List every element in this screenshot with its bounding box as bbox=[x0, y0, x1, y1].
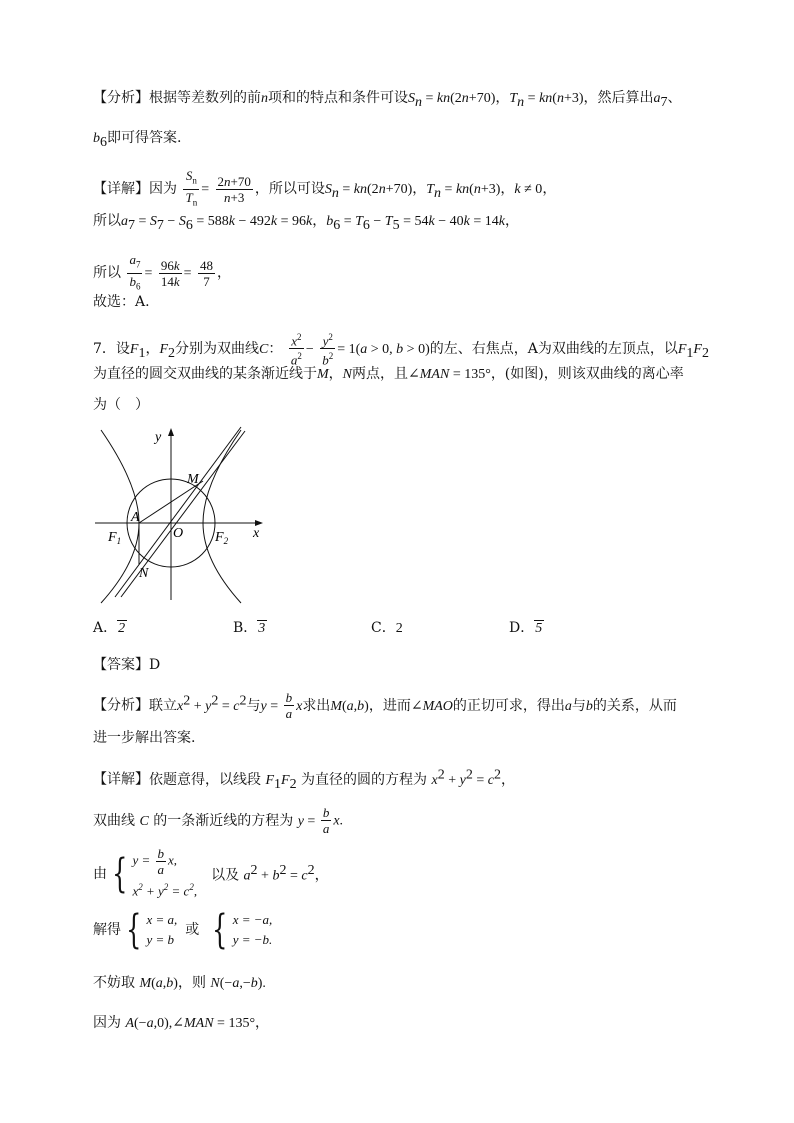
system-equations: y = $\frac{b}{a}$ x, $x^2 + y^2 = c^2$, bbox=[132, 846, 198, 899]
prev-choose: 故选：A. bbox=[93, 294, 150, 310]
option-d[interactable]: D．5 bbox=[509, 620, 543, 636]
solution-wlog-line: 不妨取 M(a,b)，则 N(−a,−b). bbox=[93, 975, 266, 991]
label-f2: $F_2$ bbox=[215, 530, 229, 546]
solution-analysis-line1: 【分析】联立$x^2 + y^2 = c^2$与y = $\frac{b}{a}$ x求出M(a,b)，进而∠MAO的正切可求，得出a与b的关系，从而 bbox=[93, 690, 677, 721]
answer-value: D bbox=[149, 657, 161, 673]
solution-analysis-line2: 进一步解出答案. bbox=[93, 730, 196, 746]
solution-detail-line2: 双曲线 C 的一条渐近线的方程为 y = $\frac{b}{a}$ x. bbox=[93, 805, 344, 836]
hyperbola-right-branch bbox=[203, 430, 241, 603]
fraction-a7-b6: $\frac{a_7}{b_6}$ bbox=[129, 252, 141, 292]
option-b[interactable]: B．3 bbox=[233, 620, 266, 636]
hyperbola-figure bbox=[93, 425, 273, 609]
prev-analysis-line2: $b_6$即可得答案. bbox=[93, 130, 182, 150]
prev-ratio-line: 所以 $\frac{a_7}{b_6}$ = $\frac{96k}{14k}$ = $\frac{48}{7}$ ， bbox=[93, 252, 231, 294]
label-y: y bbox=[155, 430, 162, 445]
by-prefix: 由 bbox=[93, 865, 107, 882]
option-d-sqrt: 5 bbox=[535, 621, 543, 636]
option-a-sqrt: 2 bbox=[118, 621, 126, 636]
question-line1: 7．设$F_1$，$F_2$分别为双曲线C： $\frac{x^2}{a^2}$ − $\frac{y^2}{b^2}$ = 1(a > 0, b > 0)的左、右焦点，A为双曲线的左顶点，以$F_1F_2$ bbox=[93, 332, 709, 368]
label-a: A bbox=[131, 510, 140, 525]
fraction-48-7: $\frac{48}{7}$ bbox=[199, 257, 213, 289]
solve-prefix: 解得 bbox=[93, 922, 121, 938]
answer-line bbox=[93, 655, 160, 675]
solution-solve-line: 解得 { x = a, y = b 或 { x = −a, y = −b. bbox=[93, 907, 273, 953]
solution-detail-line1: 【详解】依题意得，以线段 $F_1F_2$ 为直径的圆的方程为 $x^2 + y^2 = c^2$， bbox=[93, 767, 515, 792]
label-x: x bbox=[253, 526, 260, 541]
prev-so-a7-line: 所以$a_7 = S_7 - S_6 = 588k - 492k = 96k$，$b_6 = T_6 - T_5 = 54k - 40k = 14k$， bbox=[93, 213, 519, 233]
solution-because-line: 因为 A(−a,0),∠MAN = 135°， bbox=[93, 1015, 270, 1031]
fraction-y2-b2: $\frac{y^2}{b^2}$ bbox=[322, 332, 334, 368]
detail-label: 【详解】 bbox=[93, 181, 149, 198]
fraction-x2-a2: $\frac{x^2}{a^2}$ bbox=[290, 332, 302, 368]
hyperbola-diagram bbox=[93, 425, 273, 605]
solution-system-line: 由 { y = $\frac{b}{a}$ x, $x^2 + y^2 = c^2$, 以及 $a^2 + b^2 = c^2$， bbox=[93, 846, 329, 901]
or-word: 或 bbox=[185, 922, 200, 938]
label-n: N bbox=[139, 566, 149, 581]
answer-label: 【答案】 bbox=[93, 657, 149, 673]
fraction-sn-tn: $\frac{S_n}{T_n}$ bbox=[185, 168, 198, 208]
option-b-sqrt: 3 bbox=[258, 621, 266, 636]
solution-set-1: x = a, y = b bbox=[146, 912, 178, 947]
question-line2: 为直径的圆交双曲线的某条渐近线于M，N两点，且∠MAN = 135°，(如图)，则该双曲线的离心率 bbox=[93, 366, 684, 382]
option-c[interactable]: C．2 bbox=[371, 620, 403, 636]
label-o: O bbox=[173, 526, 184, 541]
fraction-b-a: $\frac{b}{a}$ bbox=[285, 690, 293, 721]
prev-detail-line: 【详解】因为 $\frac{S_n}{T_n}$ = $\frac{2n+70}{n+3}$ ，所以可设$S_n = kn(2n+70)$，$T_n = kn(n+3)$，k ≠ 0， bbox=[93, 168, 556, 210]
y-axis-arrow bbox=[168, 428, 174, 436]
ratio-prefix: 所以 bbox=[93, 265, 121, 282]
option-a[interactable]: A．2 bbox=[93, 620, 126, 636]
fraction-b-a-2: $\frac{b}{a}$ bbox=[322, 805, 330, 836]
question-line3: 为（ ） bbox=[93, 397, 149, 413]
label-f1: $F_1$ bbox=[108, 530, 122, 546]
prev-analysis-line1: 【分析】根据等差数列的前n项和的特点和条件可设$S_n = kn(2n+70)$，$T_n = kn(n+3)$，然后算出$a_7$、 bbox=[93, 90, 682, 110]
label-m: M bbox=[187, 472, 199, 487]
analysis-label: 【分析】 bbox=[93, 90, 149, 106]
fraction-2n70-n3: $\frac{2n+70}{n+3}$ bbox=[217, 173, 251, 205]
solution-set-2: x = −a, y = −b. bbox=[232, 912, 273, 947]
fraction-96k-14k: $\frac{96k}{14k}$ bbox=[160, 257, 180, 289]
